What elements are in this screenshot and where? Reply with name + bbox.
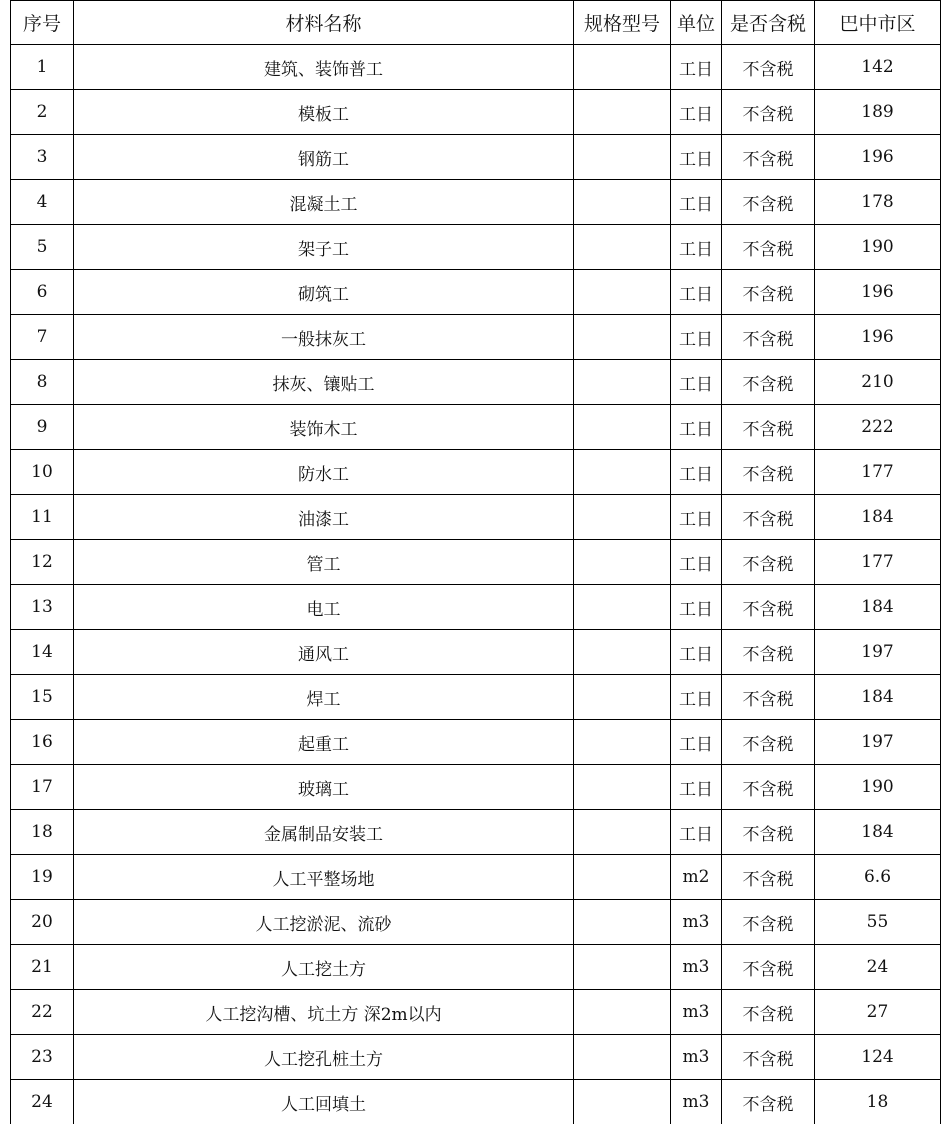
cell-unit: m3: [671, 990, 722, 1035]
cell-region-price: 196: [815, 315, 941, 360]
table-row: [11, 585, 941, 630]
table-row: [11, 900, 941, 945]
table-row: [11, 315, 941, 360]
cell-material-name: 管工: [74, 540, 574, 585]
cell-spec-model: [574, 270, 671, 315]
cell-spec-model: [574, 45, 671, 90]
table-row: [11, 855, 941, 900]
cell-tax-included: 不含税: [722, 945, 815, 990]
cell-spec-model: [574, 360, 671, 405]
cell-index: 8: [11, 360, 74, 405]
cell-spec-model: [574, 90, 671, 135]
cell-region-price: 142: [815, 45, 941, 90]
table-row: [11, 1035, 941, 1080]
cell-tax-included: 不含税: [722, 765, 815, 810]
cell-unit: 工日: [671, 675, 722, 720]
cell-index: 2: [11, 90, 74, 135]
cell-material-name: 焊工: [74, 675, 574, 720]
cell-spec-model: [574, 1080, 671, 1124]
cell-spec-model: [574, 630, 671, 675]
cell-region-price: 18: [815, 1080, 941, 1124]
header-material-name: 材料名称: [74, 1, 574, 45]
cell-tax-included: 不含税: [722, 180, 815, 225]
table-body: [11, 45, 941, 1124]
cell-unit: m2: [671, 855, 722, 900]
cell-unit: 工日: [671, 315, 722, 360]
cell-index: 23: [11, 1035, 74, 1080]
cell-index: 14: [11, 630, 74, 675]
cell-material-name: 起重工: [74, 720, 574, 765]
cell-tax-included: 不含税: [722, 810, 815, 855]
cell-region-price: 27: [815, 990, 941, 1035]
table-row: [11, 450, 941, 495]
cell-region-price: 177: [815, 450, 941, 495]
cell-spec-model: [574, 765, 671, 810]
cell-region-price: 189: [815, 90, 941, 135]
cell-region-price: 184: [815, 585, 941, 630]
table-row: [11, 180, 941, 225]
cell-tax-included: 不含税: [722, 720, 815, 765]
cell-spec-model: [574, 810, 671, 855]
cell-region-price: 190: [815, 225, 941, 270]
cell-region-price: 210: [815, 360, 941, 405]
table-row: [11, 495, 941, 540]
cell-index: 5: [11, 225, 74, 270]
header-unit: 单位: [671, 1, 722, 45]
cell-tax-included: 不含税: [722, 405, 815, 450]
table-row: [11, 1080, 941, 1124]
cell-index: 6: [11, 270, 74, 315]
cell-region-price: 197: [815, 720, 941, 765]
cell-spec-model: [574, 315, 671, 360]
cell-material-name: 人工平整场地: [74, 855, 574, 900]
cell-spec-model: [574, 675, 671, 720]
cell-region-price: 178: [815, 180, 941, 225]
cell-unit: 工日: [671, 810, 722, 855]
cell-index: 22: [11, 990, 74, 1035]
cell-material-name: 建筑、装饰普工: [74, 45, 574, 90]
cell-unit: 工日: [671, 765, 722, 810]
cell-material-name: 防水工: [74, 450, 574, 495]
cell-spec-model: [574, 1035, 671, 1080]
cell-unit: 工日: [671, 270, 722, 315]
table-row: [11, 360, 941, 405]
cell-spec-model: [574, 180, 671, 225]
header-region-price: 巴中市区: [815, 1, 941, 45]
cell-spec-model: [574, 450, 671, 495]
header-tax-included: 是否含税: [722, 1, 815, 45]
cell-material-name: 通风工: [74, 630, 574, 675]
cell-material-name: 电工: [74, 585, 574, 630]
cell-index: 4: [11, 180, 74, 225]
cell-spec-model: [574, 720, 671, 765]
cell-tax-included: 不含税: [722, 1035, 815, 1080]
cell-unit: 工日: [671, 405, 722, 450]
cell-material-name: 一般抹灰工: [74, 315, 574, 360]
cell-tax-included: 不含税: [722, 900, 815, 945]
cell-tax-included: 不含税: [722, 540, 815, 585]
cell-index: 24: [11, 1080, 74, 1124]
header-spec-model: 规格型号: [574, 1, 671, 45]
table-row: [11, 90, 941, 135]
cell-material-name: 人工挖孔桩土方: [74, 1035, 574, 1080]
cell-spec-model: [574, 585, 671, 630]
cell-unit: 工日: [671, 585, 722, 630]
cell-unit: 工日: [671, 180, 722, 225]
cell-material-name: 抹灰、镶贴工: [74, 360, 574, 405]
cell-tax-included: 不含税: [722, 45, 815, 90]
cell-material-name: 金属制品安装工: [74, 810, 574, 855]
table-row: [11, 675, 941, 720]
cell-unit: 工日: [671, 225, 722, 270]
cell-index: 19: [11, 855, 74, 900]
cell-material-name: 玻璃工: [74, 765, 574, 810]
cell-material-name: 模板工: [74, 90, 574, 135]
cell-index: 13: [11, 585, 74, 630]
cell-region-price: 184: [815, 675, 941, 720]
cell-material-name: 砌筑工: [74, 270, 574, 315]
cell-tax-included: 不含税: [722, 135, 815, 180]
cell-material-name: 人工挖土方: [74, 945, 574, 990]
cell-unit: 工日: [671, 720, 722, 765]
cell-region-price: 196: [815, 135, 941, 180]
table-row: [11, 270, 941, 315]
cell-region-price: 222: [815, 405, 941, 450]
cell-region-price: 6.6: [815, 855, 941, 900]
cell-unit: 工日: [671, 135, 722, 180]
table-row: [11, 405, 941, 450]
cell-index: 20: [11, 900, 74, 945]
cell-index: 10: [11, 450, 74, 495]
cell-spec-model: [574, 135, 671, 180]
cell-region-price: 184: [815, 810, 941, 855]
cell-region-price: 184: [815, 495, 941, 540]
labor-price-table: [10, 0, 941, 1124]
table-row: [11, 540, 941, 585]
table-row: [11, 630, 941, 675]
cell-material-name: 人工回填土: [74, 1080, 574, 1124]
cell-tax-included: 不含税: [722, 90, 815, 135]
cell-spec-model: [574, 855, 671, 900]
cell-region-price: 55: [815, 900, 941, 945]
cell-unit: 工日: [671, 495, 722, 540]
cell-region-price: 190: [815, 765, 941, 810]
cell-index: 9: [11, 405, 74, 450]
cell-tax-included: 不含税: [722, 270, 815, 315]
cell-material-name: 架子工: [74, 225, 574, 270]
cell-material-name: 装饰木工: [74, 405, 574, 450]
cell-material-name: 混凝土工: [74, 180, 574, 225]
cell-index: 21: [11, 945, 74, 990]
cell-tax-included: 不含税: [722, 1080, 815, 1124]
cell-spec-model: [574, 945, 671, 990]
cell-index: 16: [11, 720, 74, 765]
cell-tax-included: 不含税: [722, 495, 815, 540]
table-row: [11, 765, 941, 810]
table-row: [11, 720, 941, 765]
cell-tax-included: 不含税: [722, 855, 815, 900]
cell-region-price: 24: [815, 945, 941, 990]
cell-index: 7: [11, 315, 74, 360]
cell-tax-included: 不含税: [722, 315, 815, 360]
cell-spec-model: [574, 405, 671, 450]
cell-unit: m3: [671, 945, 722, 990]
cell-region-price: 124: [815, 1035, 941, 1080]
table-row: [11, 135, 941, 180]
table-row: [11, 990, 941, 1035]
cell-tax-included: 不含税: [722, 450, 815, 495]
cell-spec-model: [574, 495, 671, 540]
cell-spec-model: [574, 900, 671, 945]
cell-unit: 工日: [671, 540, 722, 585]
cell-spec-model: [574, 990, 671, 1035]
cell-unit: 工日: [671, 360, 722, 405]
table-row: [11, 45, 941, 90]
cell-index: 12: [11, 540, 74, 585]
cell-spec-model: [574, 225, 671, 270]
table-header: [11, 1, 941, 45]
cell-index: 17: [11, 765, 74, 810]
cell-tax-included: 不含税: [722, 585, 815, 630]
cell-unit: m3: [671, 1080, 722, 1124]
cell-region-price: 196: [815, 270, 941, 315]
cell-material-name: 人工挖沟槽、坑土方 深2m以内: [74, 990, 574, 1035]
cell-index: 11: [11, 495, 74, 540]
cell-unit: 工日: [671, 90, 722, 135]
table-row: [11, 225, 941, 270]
cell-index: 18: [11, 810, 74, 855]
cell-tax-included: 不含税: [722, 990, 815, 1035]
cell-tax-included: 不含税: [722, 360, 815, 405]
header-index: 序号: [11, 1, 74, 45]
cell-material-name: 钢筋工: [74, 135, 574, 180]
cell-unit: m3: [671, 900, 722, 945]
cell-spec-model: [574, 540, 671, 585]
header-row: [11, 1, 941, 45]
cell-tax-included: 不含税: [722, 675, 815, 720]
table-row: [11, 945, 941, 990]
cell-material-name: 油漆工: [74, 495, 574, 540]
cell-tax-included: 不含税: [722, 225, 815, 270]
cell-region-price: 177: [815, 540, 941, 585]
cell-unit: 工日: [671, 450, 722, 495]
price-table-sheet: [10, 0, 940, 1124]
cell-tax-included: 不含税: [722, 630, 815, 675]
cell-index: 1: [11, 45, 74, 90]
cell-unit: 工日: [671, 45, 722, 90]
cell-index: 15: [11, 675, 74, 720]
cell-unit: m3: [671, 1035, 722, 1080]
cell-index: 3: [11, 135, 74, 180]
table-row: [11, 810, 941, 855]
cell-unit: 工日: [671, 630, 722, 675]
cell-material-name: 人工挖淤泥、流砂: [74, 900, 574, 945]
cell-region-price: 197: [815, 630, 941, 675]
